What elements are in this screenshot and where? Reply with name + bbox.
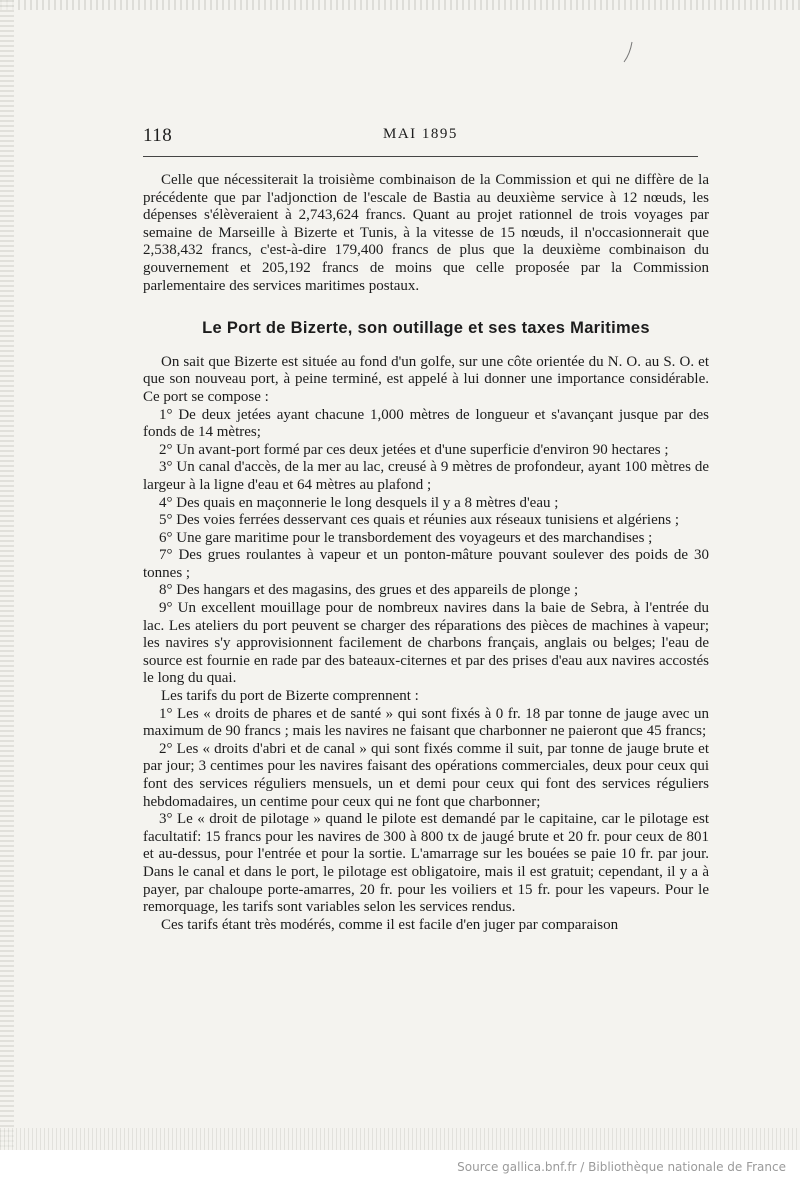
- list-item: 1° De deux jetées ayant chacune 1,000 mètres de longueur et s'avançant jusque par des fonds de 14 mètres;: [143, 406, 709, 441]
- page-header: [143, 125, 698, 151]
- source-credit: Source gallica.bnf.fr / Bibliothèque nationale de France: [457, 1160, 786, 1174]
- source-bar: [0, 1150, 800, 1182]
- scan-edge-bottom: [0, 1128, 800, 1150]
- intro-paragraph: Celle que nécessiterait la troisième combinaison de la Commission et qui ne diffère de la précédente que par l'adjonction de l'escale de Bastia au deuxième service à 12 nœuds, les dépenses s'élèveraient à 2,743,624 francs. Quant au projet rationnel de trois voyages par semaine de Marseille à Bizerte et Tunis, à la vitesse de 15 nœuds, il n'occasionnerait que 2,538,432 francs, c'est-à-dire 179,400 francs de plus que la deuxième combinaison du gouvernement et 205,192 francs de moins que celle proposée par la Commission parlementaire des services maritimes postaux.: [143, 172, 709, 294]
- list-item: 7° Des grues roulantes à vapeur et un ponton-mâture pouvant soulever des poids de 30 tonnes ;: [143, 547, 709, 581]
- list-item: 9° Un excellent mouillage pour de nombreux navires dans la baie de Sebra, à l'entrée du lac. Les ateliers du port peuvent se charger des réparations des pièces de machines à vapeur; les navires s'y approvisionnent facilement de charbons français, anglais ou belges; l'eau de source est fournie en rade par des bateaux-citernes et par des prises d'eau aux navires accostés le long du quai.: [143, 600, 709, 687]
- list-item: 4° Des quais en maçonnerie le long desquels il y a 8 mètres d'eau ;: [159, 494, 559, 511]
- tariff-item: 2° Les « droits d'abri et de canal » qui sont fixés comme il suit, par tonne de jauge brute et par jour; 3 centimes pour les navires faisant des opérations commerciales, deux pour ceux qui font des services réguliers mensuels, un et demi pour ceux qui font des services réguliers hebdomadaires, un centime pour ceux qui ne font que charbonner;: [143, 740, 709, 810]
- list-item: 6° Une gare maritime pour le transbordement des voyageurs et des marchandises ;: [159, 529, 653, 546]
- scan-edge-left: [0, 0, 14, 1150]
- list-item: 3° Un canal d'accès, de la mer au lac, creusé à 9 mètres de profondeur, ayant 100 mètres de largeur à la ligne d'eau et 64 mètres au plafond ;: [143, 459, 709, 493]
- tariff-item: 1° Les « droits de phares et de santé » qui sont fixés à 0 fr. 18 par tonne de jauge avec un maximum de 90 francs ; mais les navires ne faisant que charbonner ne paieront que 45 francs;: [143, 705, 709, 740]
- running-title: MAI 1895: [383, 126, 458, 142]
- section-title: Le Port de Bizerte, son outillage et ses taxes Maritimes: [202, 319, 650, 338]
- pencil-mark: [622, 40, 636, 64]
- list-item: 5° Des voies ferrées desservant ces quais et réunies aux réseaux tunisiens et algériens ;: [159, 512, 679, 529]
- paragraph: Ces tarifs étant très modérés, comme il est facile d'en juger par comparaison: [161, 916, 619, 933]
- paragraph: On sait que Bizerte est située au fond d'un golfe, sur une côte orientée du N. O. au S. O. et que son nouveau port, à peine terminé, est appelé à lui donner une importance considérable. Ce port se compose :: [143, 353, 709, 405]
- paragraph: Les tarifs du port de Bizerte comprennent :: [161, 688, 419, 705]
- body-text: [143, 172, 709, 934]
- list-item: 2° Un avant-port formé par ces deux jetées et d'une superficie d'environ 90 hectares ;: [159, 441, 669, 458]
- header-rule: [143, 156, 698, 157]
- page-number: 118: [143, 125, 173, 146]
- tariff-item: 3° Le « droit de pilotage » quand le pilote est demandé par le capitaine, car le pilotage est facultatif: 15 francs pour les navires de 300 à 800 tx de jaugé brute et 20 fr. pour ceux de 801 et au-dessus, pour l'entrée et pour la sortie. L'amarrage sur les bouées se paie 10 fr. par jour. Dans le canal et dans le port, le pilotage est obligatoire, mais il est gratuit; cependant, il y a à payer, par chaloupe porte-amarres, 20 fr. pour les voiliers et 15 fr. pour les vapeurs. Pour le remorquage, les tarifs sont variables selon les services rendus.: [143, 811, 709, 916]
- scan-edge-top: [0, 0, 800, 10]
- list-item: 8° Des hangars et des magasins, des grues et des appareils de plonge ;: [159, 582, 579, 599]
